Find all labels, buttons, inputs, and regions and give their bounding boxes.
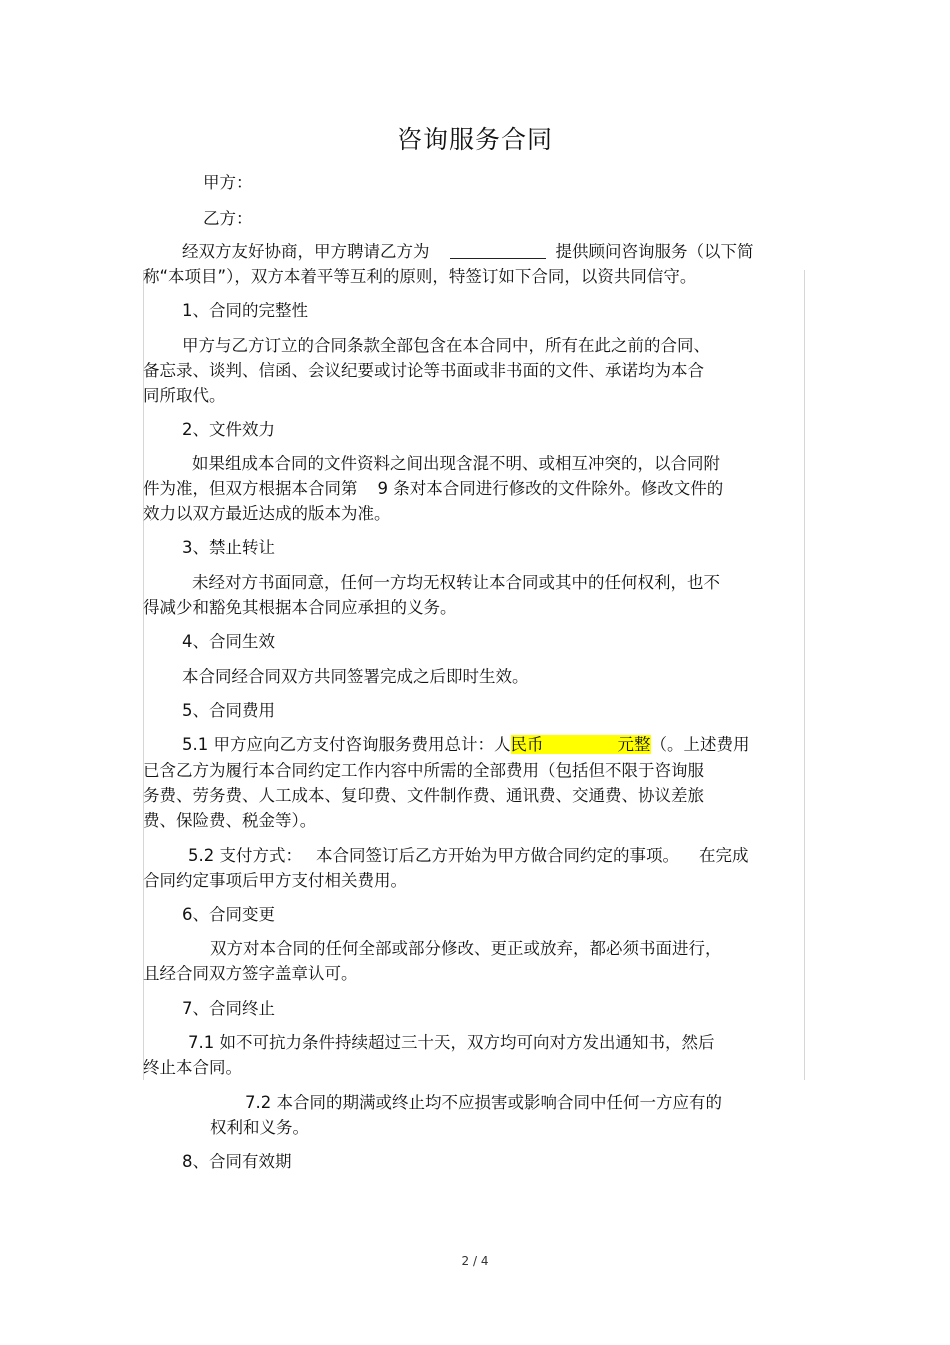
section-3-line-1: 未经对方书面同意，任何一方均无权转让本合同或其中的任何权利，也不 [192, 573, 720, 592]
section-2-line-3: 效力以双方最近达成的版本为准。 [143, 504, 391, 523]
payment-text-tail: 在完成 [699, 846, 749, 865]
consultant-name-blank [450, 242, 546, 259]
section-1-heading: 1、合同的完整性 [182, 301, 308, 320]
section-5-2-line-1 [188, 845, 749, 867]
section-7-heading: 7、合同终止 [182, 999, 275, 1018]
section-5-1-line-3: 务费、劳务费、人工成本、复印费、文件制作费、通讯费、交通费、协议差旅 [143, 786, 704, 805]
section-6-line-1: 双方对本合同的任何全部或部分修改、更正或放弃，都必须书面进行， [210, 939, 722, 958]
section-7-1-line-1: 7.1 如不可抗力条件持续超过三十天，双方均可向对方发出通知书，然后 [188, 1033, 715, 1052]
party-a-label: 甲方： [203, 173, 253, 192]
document-title: 咨询服务合同 [396, 125, 553, 154]
payment-label: 5.2 支付方式： [188, 846, 302, 865]
section-1-line-3: 同所取代。 [143, 386, 226, 405]
intro-line-1 [182, 241, 754, 263]
fee-currency: 民币 [510, 735, 544, 754]
fee-text-a: 5.1 甲方应向乙方支付咨询服务费用总计：人 [182, 735, 511, 754]
section-6-line-2: 且经合同双方签字盖章认可。 [143, 964, 358, 983]
section-2-line-2-b: 9 条对本合同进行修改的文件除外。修改文件的 [377, 479, 724, 498]
fee-text-b: （。上述费用 [650, 735, 750, 754]
section-3-line-2: 得减少和豁免其根据本合同应承担的义务。 [143, 598, 457, 617]
section-5-1-line-2: 已含乙方为履行本合同约定工作内容中所需的全部费用（包括但不限于咨询服 [143, 761, 704, 780]
intro-text-b: 提供顾问咨询服务（以下简 [555, 242, 754, 261]
section-5-heading: 5、合同费用 [182, 701, 275, 720]
payment-text: 本合同签订后乙方开始为甲方做合同约定的事项。 [316, 846, 679, 865]
fee-highlight [511, 735, 651, 754]
section-5-1-line-4: 费、保险费、税金等）。 [143, 811, 317, 830]
section-2-line-1: 如果组成本合同的文件资料之间出现含混不明、或相互冲突的，以合同附 [192, 454, 720, 473]
section-4-heading: 4、合同生效 [182, 632, 275, 651]
section-2-heading: 2、文件效力 [182, 420, 275, 439]
section-5-2-line-2: 合同约定事项后甲方支付相关费用。 [143, 871, 407, 890]
section-2-line-2-a: 件为准，但双方根据本合同第 [143, 479, 358, 498]
section-3-heading: 3、禁止转让 [182, 538, 275, 557]
section-5-1-line-1 [182, 734, 750, 756]
section-7-1-line-2: 终止本合同。 [143, 1058, 242, 1077]
party-b-label: 乙方： [203, 209, 253, 228]
intro-line-2: 称“本项目”），双方本着平等互利的原则，特签订如下合同，以资共同信守。 [143, 267, 697, 286]
page-number: 2 / 4 [461, 1254, 489, 1268]
section-4-line-1: 本合同经合同双方共同签署完成之后即时生效。 [182, 667, 529, 686]
fee-unit: 元整 [617, 735, 651, 754]
section-7-2-line-1: 7.2 本合同的期满或终止均不应损害或影响合同中任何一方应有的 [245, 1093, 722, 1112]
section-8-heading: 8、合同有效期 [182, 1152, 292, 1171]
section-1-line-1: 甲方与乙方订立的合同条款全部包含在本合同中，所有在此之前的合同、 [182, 336, 710, 355]
section-2-line-2 [143, 478, 723, 500]
section-6-heading: 6、合同变更 [182, 905, 275, 924]
section-1-line-2: 备忘录、谈判、信函、会议纪要或讨论等书面或非书面的文件、承诺均为本合 [143, 361, 704, 380]
section-7-2-line-2: 权利和义务。 [210, 1118, 309, 1137]
intro-text-a: 经双方友好协商，甲方聘请乙方为 [182, 242, 430, 261]
